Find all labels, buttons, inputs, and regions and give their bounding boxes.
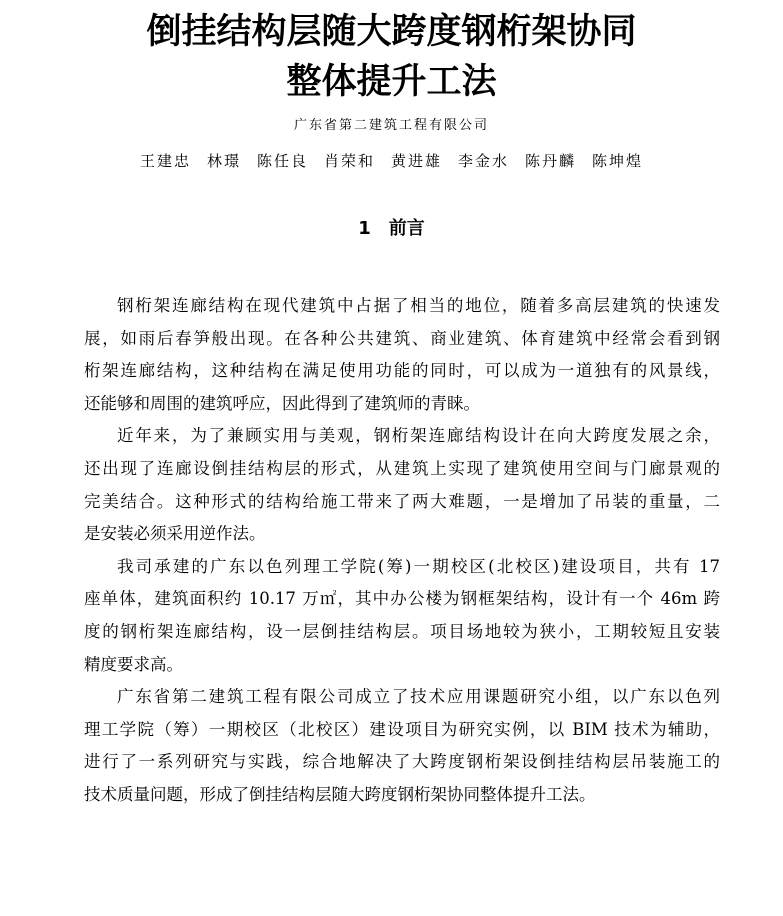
section-heading	[0, 216, 783, 242]
text-line: 理工学院（筹）一期校区（北校区）建设项目为研究实例，以 BIM 技术为辅助，	[84, 719, 720, 739]
text-line: 展，如雨后春笋般出现。在各种公共建筑、商业建筑、体育建筑中经常会看到钢	[84, 328, 720, 348]
text-line: 我司承建的广东以色列理工学院(筹)一期校区(北校区)建设项目，共有 17	[117, 556, 720, 576]
text-line: 座单体，建筑面积约 10.17 万㎡，其中办公楼为钢框架结构，设计有一个 46m 跨	[84, 589, 720, 609]
author-name: 王建忠	[139, 152, 191, 170]
paragraph	[84, 420, 720, 550]
paragraph	[84, 681, 720, 811]
text-line: 精度要求高。	[84, 654, 183, 674]
text-line: 是安装必须采用逆作法。	[84, 524, 266, 544]
paragraph	[84, 551, 720, 681]
author-name: 林璟	[206, 152, 241, 170]
document-title-line-2: 整体提升工法	[286, 62, 497, 102]
document-title-line-1: 倒挂结构层随大跨度钢桁架协同	[146, 12, 637, 52]
author-name: 陈坤煌	[592, 152, 644, 170]
author-name: 黄进雄	[391, 152, 443, 170]
text-line: 钢桁架连廊结构在现代建筑中占据了相当的地位，随着多高层建筑的快速发	[117, 296, 720, 315]
text-line: 进行了一系列研究与实践，综合地解决了大跨度钢桁架设倒挂结构层吊装施工的	[84, 752, 720, 772]
organization-name: 广东省第二建筑工程有限公司	[293, 118, 489, 133]
author-name: 肖荣和	[323, 152, 375, 170]
paragraph	[84, 290, 720, 420]
section-number: 1	[358, 218, 371, 239]
text-line: 度的钢桁架连廊结构，设一层倒挂结构层。项目场地较为狭小，工期较短且安装	[84, 621, 720, 641]
author-list	[0, 151, 783, 171]
text-line: 广东省第二建筑工程有限公司成立了技术应用课题研究小组，以广东以色列	[117, 687, 720, 707]
body-text	[84, 290, 720, 812]
text-line: 还出现了连廊设倒挂结构层的形式，从建筑上实现了建筑使用空间与门廊景观的	[84, 458, 720, 478]
author-name: 陈丹麟	[525, 152, 577, 170]
text-line: 桁架连廊结构，这种结构在满足使用功能的同时，可以成为一道独有的风景线，	[84, 361, 720, 381]
text-line: 技术质量问题，形成了倒挂结构层随大跨度钢桁架协同整体提升工法。	[84, 784, 596, 804]
text-line: 完美结合。这种形式的结构给施工带来了两大难题，一是增加了吊装的重量，二	[84, 491, 720, 511]
author-name: 陈任良	[256, 152, 308, 170]
section-title: 前言	[388, 218, 425, 239]
text-line: 近年来，为了兼顾实用与美观，钢桁架连廊结构设计在向大跨度发展之余，	[117, 426, 720, 446]
text-line: 还能够和周围的建筑呼应，因此得到了建筑师的青睐。	[84, 393, 480, 413]
author-name: 李金水	[458, 152, 510, 170]
